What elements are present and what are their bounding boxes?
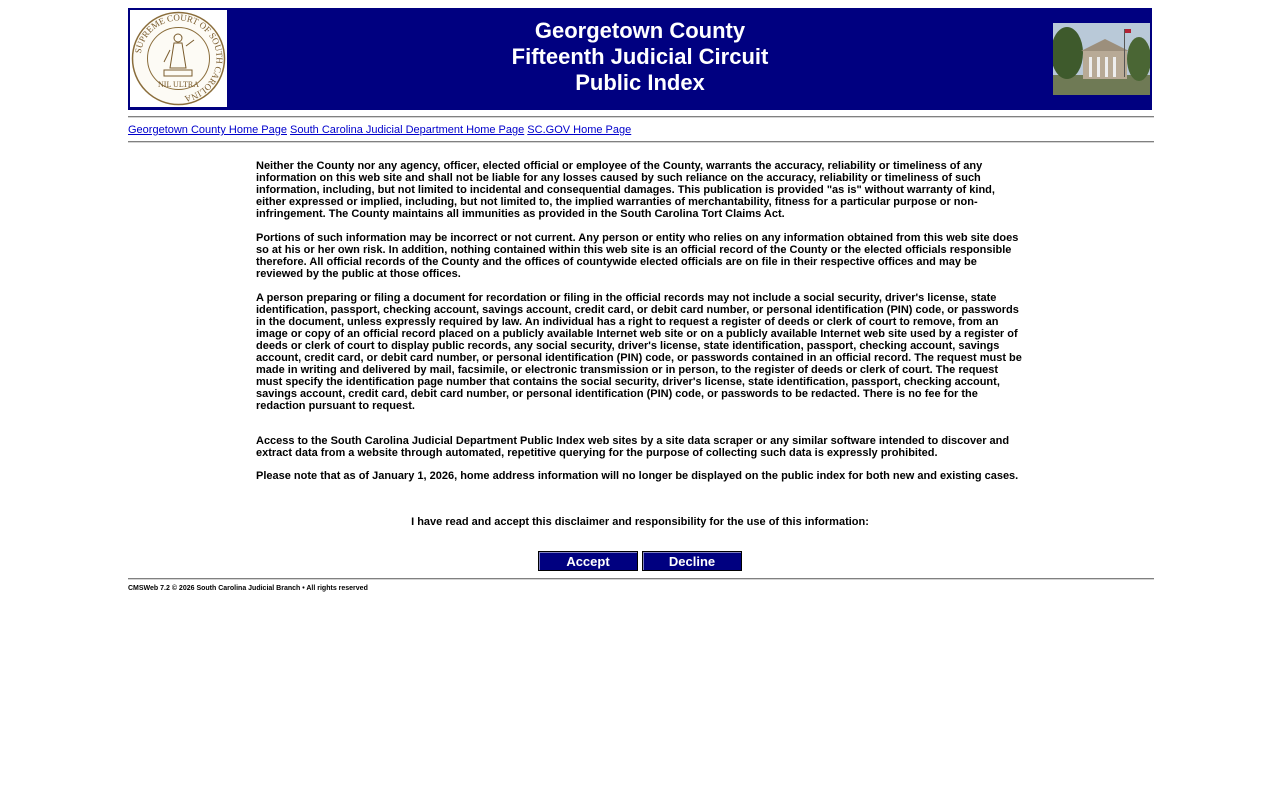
courthouse-photo [1053, 23, 1150, 95]
accept-button[interactable]: Accept [538, 551, 638, 571]
disclaimer-paragraph-home-address: Please note that as of January 1, 2026, home address information will no longer be displayed on the public index for both new and existing cases. [256, 470, 1019, 482]
page-title [128, 18, 1152, 96]
top-divider [128, 116, 1154, 118]
nav-links [128, 123, 631, 137]
georgetown-county-home-link[interactable]: Georgetown County Home Page [128, 124, 287, 136]
decline-button[interactable]: Decline [642, 551, 742, 571]
footer-divider [128, 578, 1154, 580]
title-county: Georgetown County [534, 18, 746, 43]
sc-judicial-home-link[interactable]: South Carolina Judicial Department Home Page [290, 124, 525, 136]
nav-divider [128, 141, 1154, 143]
seal-ring-text: SUPREME COURT OF SOUTH CAROLINA [132, 12, 225, 105]
disclaimer-paragraph-scraping: Access to the South Carolina Judicial Department Public Index web sites by a site data scraper or any similar software intended to discover and extract data from a website through automated, repetitive querying for the purpose of collecting such data is expressly prohibited. [256, 435, 1010, 459]
scgov-home-link[interactable]: SC.GOV Home Page [527, 124, 632, 136]
page-header [128, 8, 1152, 110]
footer-copyright: CMSWeb 7.2 © 2026 South Carolina Judicial Branch • All rights reserved [128, 585, 368, 592]
disclaimer-paragraph-liability: Neither the County nor any agency, officer, elected official or employee of the County, warrants the accuracy, reliability or timeliness of any information on this web site and shall not be liable for any losses caused by such reliance on the accuracy, reliability or timeliness of such information, including, but not limited to incidental and consequential damages. This publication is provided "as is" without warranty of kind, either expressed or implied, including, but not limited to, the implied warranties of merchantability, fitness for a particular purpose or non-infringement. The County maintains all immunities as provided in the South Carolina Tort Claims Act. [256, 160, 995, 220]
disclaimer-paragraph-redaction: A person preparing or filing a document for recordation or filing in the official records may not include a social security, driver's license, state identification, passport, checking account, savings account, credit card, or debit card number, or personal identification (PIN) code, or passwords in the document, unless expressly required by law. An individual has a right to request a register of deeds or clerk of court to remove, from an image or copy of an official record placed on a publicly available Internet web site or on a publicly available Internet web site used by a register of deeds or clerk of court to display public records, any social security, driver's license, state identification, passport, checking account, savings account, credit card, or debit card number, or personal identification (PIN) code, or passwords contained in an official record. The request must be made in writing and delivered by mail, facsimile, or electronic transmission or in person, to the register of deeds or clerk of court. The request must specify the identification page number that contains the social security, driver's license, state identification, passport, checking account, savings account, credit card, debit card number, or personal identification (PIN) code, or passwords to be redacted. There is no fee for the redaction pursuant to request. [256, 292, 1022, 412]
disclaimer-paragraph-accuracy: Portions of such information may be incorrect or not current. Any person or entity who relies on any information obtained from this web site does so at his or her own risk. In addition, nothing contained within this web site is an official record of the County or the elected officials responsible therefore. All official records of the County and the offices of countywide elected officials are on file in their respective offices and may be reviewed by the public at those offices. [256, 232, 1019, 280]
acceptance-prompt: I have read and accept this disclaimer and responsibility for the use of this information: [411, 516, 869, 528]
title-public-index: Public Index [575, 70, 705, 95]
title-circuit: Fifteenth Judicial Circuit [511, 44, 769, 69]
seal-motto: NIL ULTRA [158, 80, 199, 89]
